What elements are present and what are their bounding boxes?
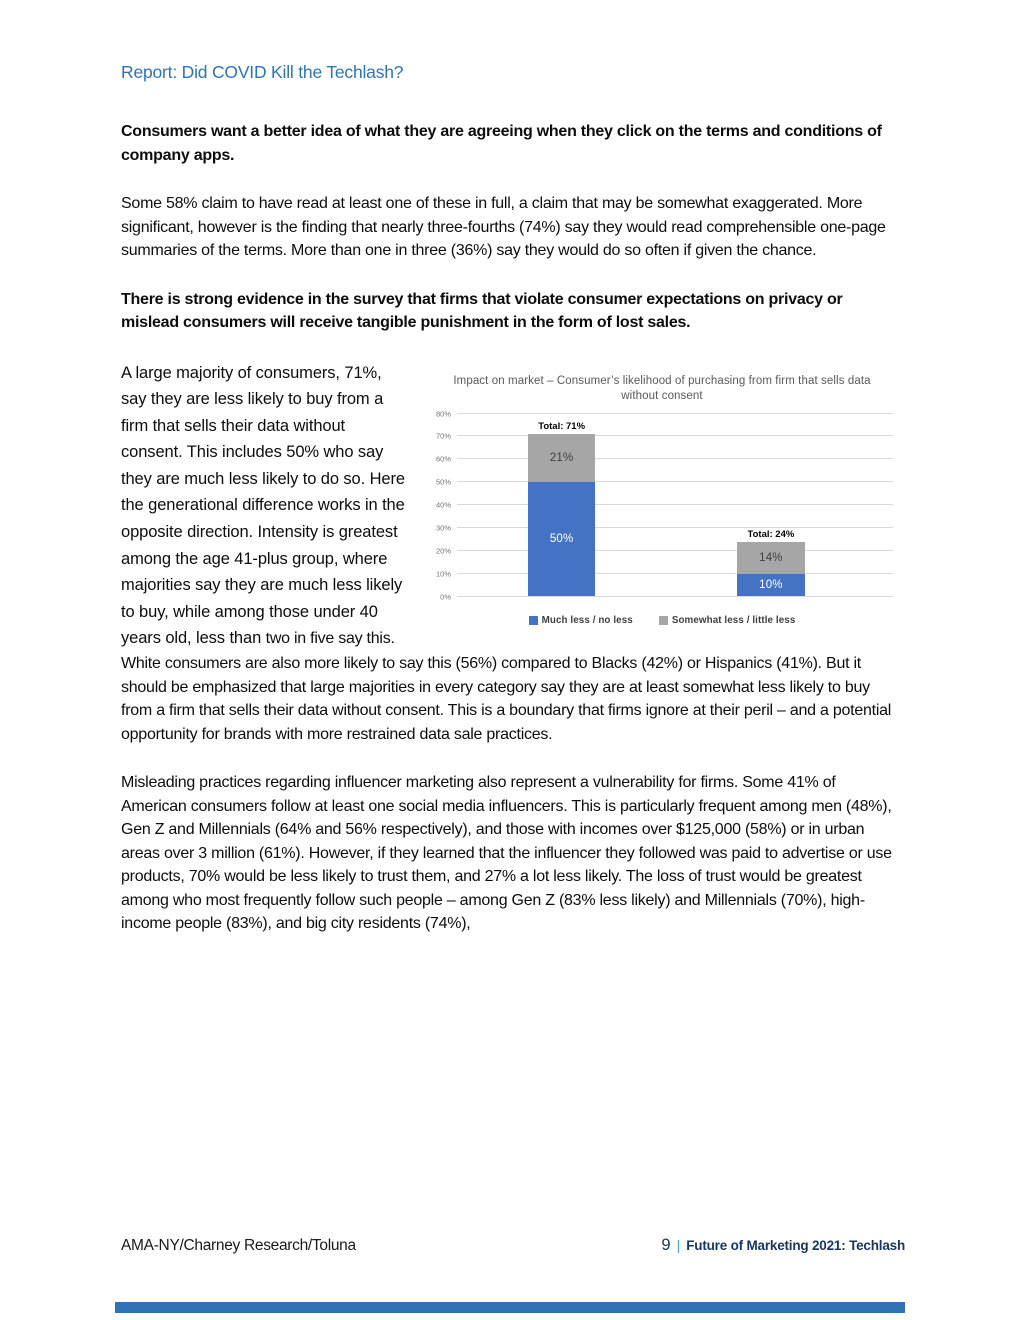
gridline [457,550,893,551]
footer-separator: | [676,1237,681,1253]
stacked-bar [528,434,596,596]
gridline [457,504,893,505]
y-axis-tick-label: 40% [435,500,451,510]
bar-segment: 21% [528,434,596,482]
embedded-bar-chart [421,364,903,632]
text-with-chart-section [121,360,903,747]
paragraph-misleading: Misleading practices regarding influencer marketing also represent a vulnerability for firms. Some 41% of American consumers follow at least one social media influencers. This is particularly frequent among men (48%), Gen Z and Millennials (64% and 56% respectively), and those with incomes over $125,000 (58%) or in urban areas over 3 million (61%). However, if they learned that the influencer they followed was paid to advertise or use products, 70% would be less likely to trust them, and 27% a lot less likely. The loss of trust would be greatest among who most frequently follow such people – among Gen Z (83% less likely) and Millennials (70%), high-income people (83%), and big city residents (74%), [121,774,892,933]
legend-label: Somewhat less / little less [671,614,796,626]
gridline [457,413,893,414]
bar-segment: 10% [737,574,805,597]
gridline [457,573,893,574]
y-axis-tick-label: 80% [435,409,451,418]
paragraph-read-terms: Some 58% claim to have read at least one of these in full, a claim that may be somewhat exaggerated. More significant, however is the finding that nearly three-fourths (74%) say they would read comprehensible one-page summaries of the terms. More than one in three (36%) say they would do so often if given the chance. [121,195,886,259]
paragraph-evidence-bold: There is strong evidence in the survey that firms that violate consumer expectations on privacy or mislead consumers will receive tangible punishment in the form of lost sales. [121,290,843,331]
gridline [457,596,893,597]
bottom-accent-bar [115,1302,905,1313]
legend-item [529,615,633,626]
paragraph-majority-rest: two in five say this. White consumers are also more likely to say this (56%) compared to Blacks (42%) or Hispanics (41%). But it should be emphasized that large majorities in every category say they are at least somewhat less likely to buy from a firm that sells their data without consent. This is a boundary that firms ignore at their peril – and a potential opportunity for brands with more restrained data sale practices. [121,630,892,743]
bar-total-label: Total: 24% [747,528,795,540]
y-axis-tick-label: 70% [435,431,451,441]
paragraph-majority-column: A large majority of consumers, 71%, say they are less likely to buy from a firm that sells their data without consent. This includes 50% who say they are much less likely to do so. Here the generational difference works in the opposite direction. Intensity is greatest among the age 41-plus group, where majorities say they are much less likely to buy, while among those under 40 years old, less than [121,363,405,648]
y-axis-tick-label: 0% [440,592,451,601]
gridline [457,481,893,482]
chart-legend [421,615,903,626]
y-axis-tick-label: 30% [435,523,451,533]
y-axis-tick-label: 20% [435,546,451,556]
footer-report-title: Future of Marketing 2021: Techlash [686,1238,905,1253]
y-axis-tick-label: 50% [435,477,451,487]
y-axis-tick-label: 60% [435,454,451,464]
footer-right-group [661,1236,905,1255]
footer-source: AMA-NY/Charney Research/Toluna [121,1237,356,1254]
page-number: 9 [661,1236,671,1254]
chart-title: Impact on market – Consumer’s likelihood of purchasing from firm that sells data without consent [453,374,871,402]
gridline [457,458,893,459]
paragraph-intro-bold: Consumers want a better idea of what they are agreeing when they click on the terms and conditions of company apps. [121,123,882,164]
stacked-bar [737,542,805,597]
legend-label: Much less / no less [541,614,633,626]
bar-segment: 50% [528,482,596,596]
legend-item [659,615,796,626]
bar-total-label: Total: 71% [538,421,586,433]
legend-swatch-icon [659,616,668,625]
gridline [457,435,893,436]
chart-plot-area [435,409,893,601]
bar-segment: 14% [737,542,805,574]
page-footer [121,1236,905,1255]
gridline [457,527,893,528]
y-axis-tick-label: 10% [435,569,451,579]
page-title: Report: Did COVID Kill the Techlash? [121,62,404,82]
legend-swatch-icon [529,616,538,625]
